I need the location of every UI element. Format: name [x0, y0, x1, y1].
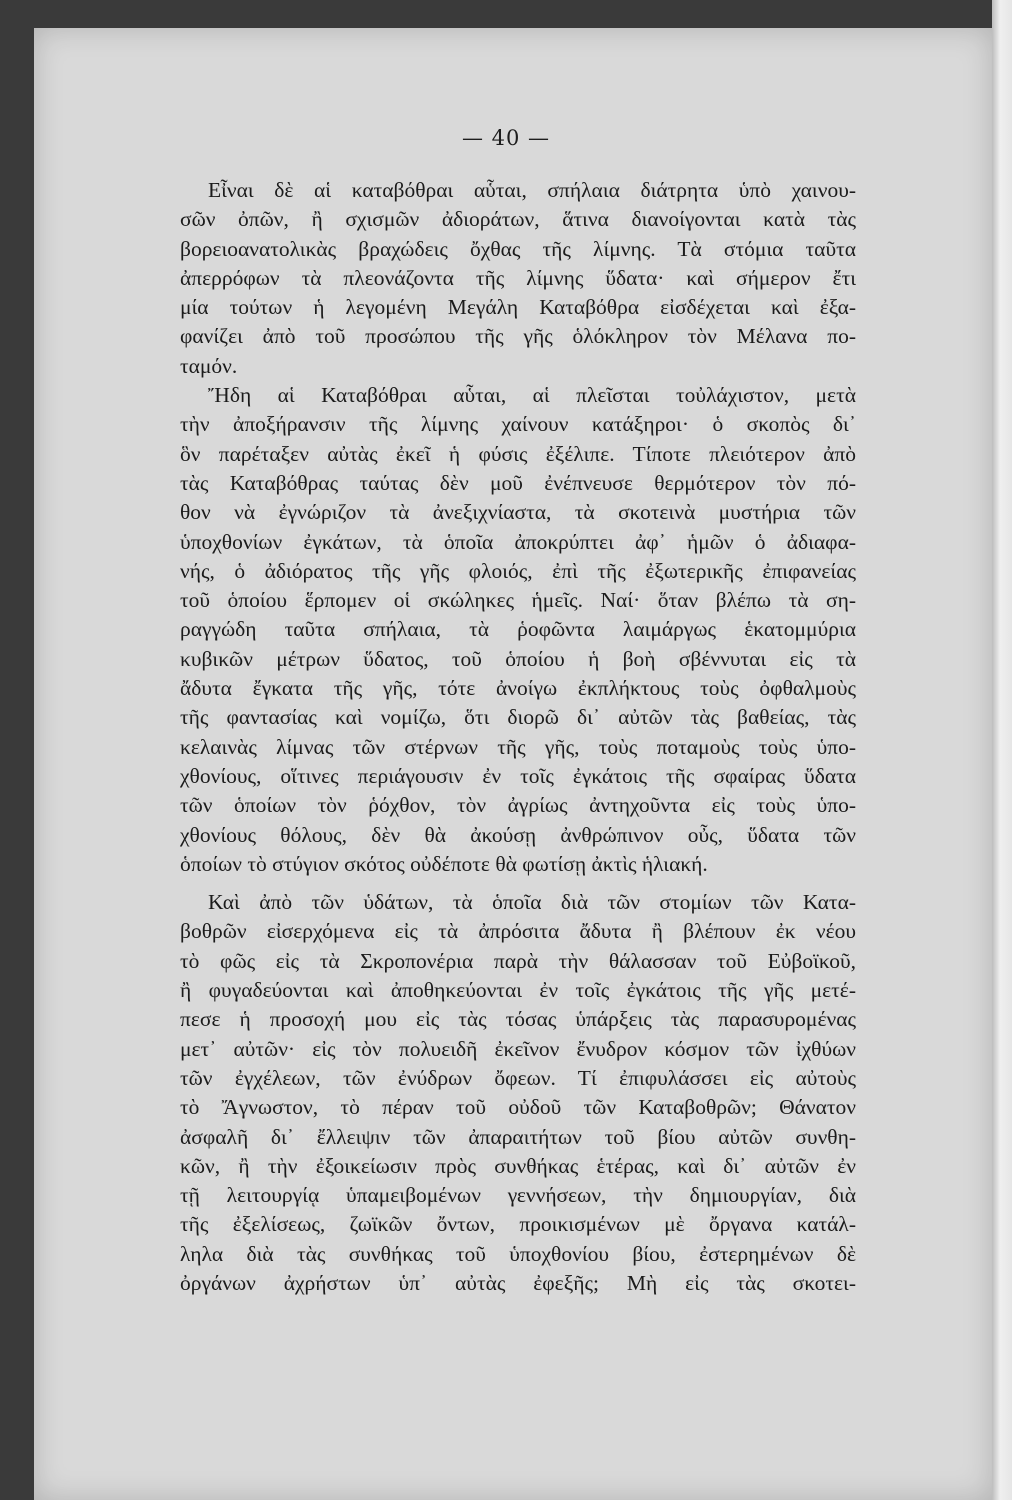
- text-line: τῆς φαντασίας καὶ νομίζω, ὅτι διορῶ δι᾽ αὐτῶν τὰς βαθείας, τὰς: [180, 705, 856, 730]
- text-line: πεσε ἡ προσοχή μου εἰς τὰς τόσας ὑπάρξεις τὰς παρασυρομένας: [180, 1007, 856, 1032]
- text-line: τῆς ἐξελίσεως, ζωϊκῶν ὄντων, προικισμένων μὲ ὄργανα κατάλ-: [180, 1212, 856, 1237]
- text-line: σῶν ὀπῶν, ἢ σχισμῶν ἀδιοράτων, ἅτινα διανοίγονται κατὰ τὰς: [180, 207, 856, 232]
- text-line: Καὶ ἀπὸ τῶν ὑδάτων, τὰ ὁποῖα διὰ τῶν στομίων τῶν Κατα-: [208, 890, 856, 915]
- text-line: ληλα διὰ τὰς συνθήκας τοῦ ὑποχθονίου βίου, ἐστερημένων δὲ: [180, 1241, 856, 1266]
- text-line: ὁποίων τὸ στύγιον σκότος οὐδέποτε θὰ φωτίσῃ ἀκτὶς ἡλιακή.: [180, 851, 708, 876]
- page-number: — 40 —: [461, 126, 551, 150]
- text-line: τῶν ἐγχέλεων, τῶν ἐνύδρων ὄφεων. Τί ἐπιφυλάσσει εἰς αὐτοὺς: [180, 1065, 856, 1090]
- text-line: ἀπερρόφων τὰ πλεονάζοντα τῆς λίμνης ὕδατα· καὶ σήμερον ἔτι: [180, 265, 856, 290]
- text-line: ὑποχθονίων ἐγκάτων, τὰ ὁποῖα ἀποκρύπτει ἀφ᾽ ἡμῶν ὁ ἀδιαφα-: [180, 529, 856, 554]
- text-line: θον νὰ ἐγνώριζον τὰ ἀνεξιχνίαστα, τὰ σκοτεινὰ μυστήρια τῶν: [180, 500, 856, 525]
- text-line: χθονίους θόλους, δὲν θὰ ἀκούσῃ ἀνθρώπινον οὖς, ὕδατα τῶν: [180, 822, 856, 847]
- text-line: ὃν παρέταξεν αὐτὰς ἐκεῖ ἡ φύσις ἐξέλιπε. Τίποτε πλειότερον ἀπὸ: [180, 441, 856, 466]
- text-line: βορειοανατολικὰς βραχώδεις ὄχθας τῆς λίμνης. Τὰ στόμια ταῦτα: [180, 236, 856, 261]
- text-line: ραγγώδη ταῦτα σπήλαια, τὰ ῥοφῶντα λαιμάργως ἑκατομμύρια: [180, 617, 856, 642]
- text-line: μία τούτων ἡ λεγομένη Μεγάλη Καταβόθρα εἰσδέχεται καὶ ἐξα-: [180, 295, 856, 320]
- text-line: Ἤδη αἱ Καταβόθραι αὗται, αἱ πλεῖσται τοὐλάχιστον, μετὰ: [208, 383, 856, 408]
- text-line: χθονίους, οἵτινες περιάγουσιν ἐν τοῖς ἐγκάτοις τῆς σφαίρας ὕδατα: [180, 763, 856, 788]
- text-line: ἄδυτα ἔγκατα τῆς γῆς, τότε ἀνοίγω ἐκπλήκτους τοὺς ὀφθαλμοὺς: [180, 676, 856, 701]
- text-line: κυβικῶν μέτρων ὕδατος, τοῦ ὁποίου ἡ βοὴ σβέννυται εἰς τὰ: [180, 646, 856, 671]
- text-line: νής, ὁ ἀδιόρατος τῆς γῆς φλοιός, ἐπὶ τῆς ἐξωτερικῆς ἐπιφανείας: [180, 558, 856, 583]
- paragraph: [180, 176, 856, 381]
- text-line: τὸ Ἄγνωστον, τὸ πέραν τοῦ οὐδοῦ τῶν Καταβοθρῶν; Θάνατον: [180, 1095, 856, 1120]
- text-line: τοῦ ὁποίου ἕρπομεν οἱ σκώληκες ἡμεῖς. Ναί· ὅταν βλέπω τὰ ση-: [180, 588, 856, 613]
- text-line: τὴν ἀποξήρανσιν τῆς λίμνης χαίνουν κατάξηροι· ὁ σκοπὸς δι᾽: [180, 412, 856, 437]
- text-line: τῶν ὁποίων τὸν ῥόχθον, τὸν ἀγρίως ἀντηχοῦντα εἰς τοὺς ὑπο-: [180, 793, 856, 818]
- text-line: κελαινὰς λίμνας τῶν στέρνων τῆς γῆς, τοὺς ποταμοὺς τοὺς ὑπο-: [180, 734, 856, 759]
- text-line: τὰς Καταβόθρας ταύτας δὲν μοῦ ἐνέπνευσε θερμότερον τὸν πό-: [180, 470, 856, 495]
- body-text: [180, 176, 856, 1298]
- text-line: κῶν, ἢ τὴν ἐξοικείωσιν πρὸς συνθήκας ἑτέρας, καὶ δι᾽ αὐτῶν ἐν: [180, 1153, 856, 1178]
- text-line: μετ᾽ αὐτῶν· εἰς τὸν πολυειδῆ ἐκεῖνον ἔνυδρον κόσμον τῶν ἰχθύων: [180, 1036, 856, 1061]
- text-line: ὀργάνων ἀχρήστων ὑπ᾽ αὐτὰς ἐφεξῆς; Μὴ εἰς τὰς σκοτει-: [180, 1270, 856, 1295]
- text-line: ταμόν.: [180, 353, 238, 378]
- text-line: τὸ φῶς εἰς τὰ Σκροπονέρια παρὰ τὴν θάλασσαν τοῦ Εὐβοϊκοῦ,: [180, 948, 856, 973]
- text-line: φανίζει ἀπὸ τοῦ προσώπου τῆς γῆς ὁλόκληρον τὸν Μέλανα πο-: [180, 324, 856, 349]
- text-line: ἢ φυγαδεύονται καὶ ἀποθηκεύονται ἐν τοῖς ἐγκάτοις τῆς γῆς μετέ-: [180, 978, 856, 1003]
- text-line: τῇ λειτουργίᾳ ὑπαμειβομένων γεννήσεων, τὴν δημιουργίαν, διὰ: [180, 1183, 856, 1208]
- paragraph: [180, 381, 856, 879]
- text-line: Εἶναι δὲ αἱ καταβόθραι αὗται, σπήλαια διάτρητα ὑπὸ χαινου-: [208, 178, 856, 202]
- page-edge: [992, 0, 1012, 1500]
- text-line: ἀσφαλῆ δι᾽ ἔλλειψιν τῶν ἀπαραιτήτων τοῦ βίου αὐτῶν συνθη-: [180, 1124, 856, 1149]
- text-line: βοθρῶν εἰσερχόμενα εἰς τὰ ἀπρόσιτα ἄδυτα ἢ βλέπουν ἐκ νέου: [180, 919, 856, 944]
- paragraph: [180, 888, 856, 1298]
